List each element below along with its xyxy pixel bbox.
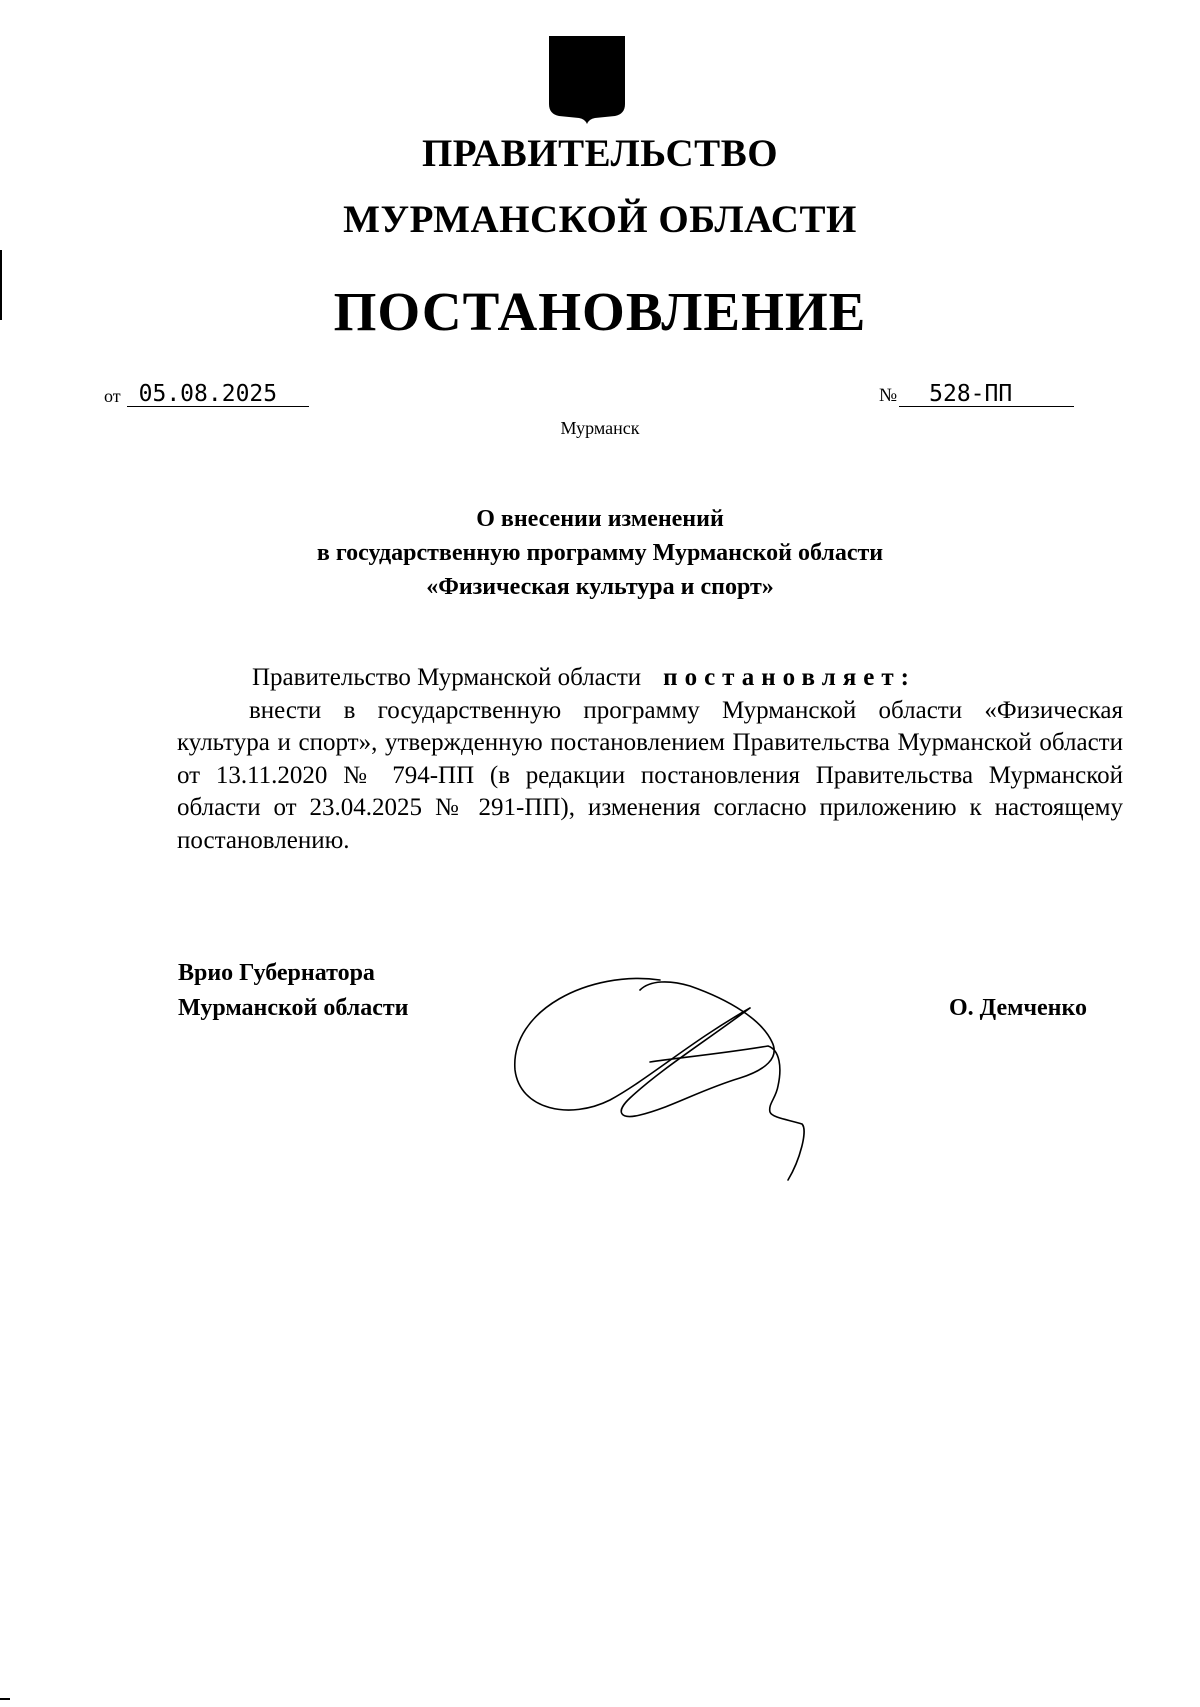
body-intro-text: Правительство Мурманской области — [252, 664, 642, 691]
resolution-body — [177, 662, 1123, 857]
organization-name-line2: МУРМАНСКОЙ ОБЛАСТИ — [343, 198, 857, 241]
handwritten-signature — [500, 950, 860, 1190]
date-prefix: от — [104, 386, 121, 407]
coat-of-arms-emblem — [545, 34, 629, 126]
scan-edge-mark — [0, 250, 2, 320]
scan-edge-mark — [0, 1698, 10, 1700]
title-line1: О внесении изменений — [476, 506, 724, 532]
title-line3: «Физическая культура и спорт» — [426, 574, 774, 600]
number-prefix: № — [879, 385, 898, 407]
title-line2: в государственную программу Мурманской области — [316, 540, 884, 566]
body-intro-paragraph — [177, 662, 1123, 695]
signatory-name: О. Демченко — [949, 995, 1087, 1021]
document-type-heading: ПОСТАНОВЛЕНИЕ — [333, 281, 867, 342]
signatory-position — [178, 956, 408, 1026]
number-value: 528-ПП — [899, 382, 1074, 407]
resolution-title — [0, 502, 1200, 604]
document-date — [104, 382, 309, 407]
city-name: Мурманск — [560, 418, 640, 438]
body-main-paragraph: внести в государственную программу Мурманской области «Физическая культура и спорт», утвержденную постановлением Правительства Мурманской области от 13.11.2020 № 794-ПП (в редакции постановления Правительства Мурманской области от 23.04.2025 № 291-ПП), изменения согласно приложению к настоящему постановлению. — [177, 696, 1123, 854]
document-number — [879, 382, 1074, 407]
body-verb: постановляет: — [663, 664, 916, 691]
organization-name-line1: ПРАВИТЕЛЬСТВО — [421, 132, 779, 175]
signatory-position-line1: Врио Губернатора — [178, 960, 375, 986]
date-value: 05.08.2025 — [127, 382, 309, 407]
signatory-position-line2: Мурманской области — [178, 995, 409, 1021]
